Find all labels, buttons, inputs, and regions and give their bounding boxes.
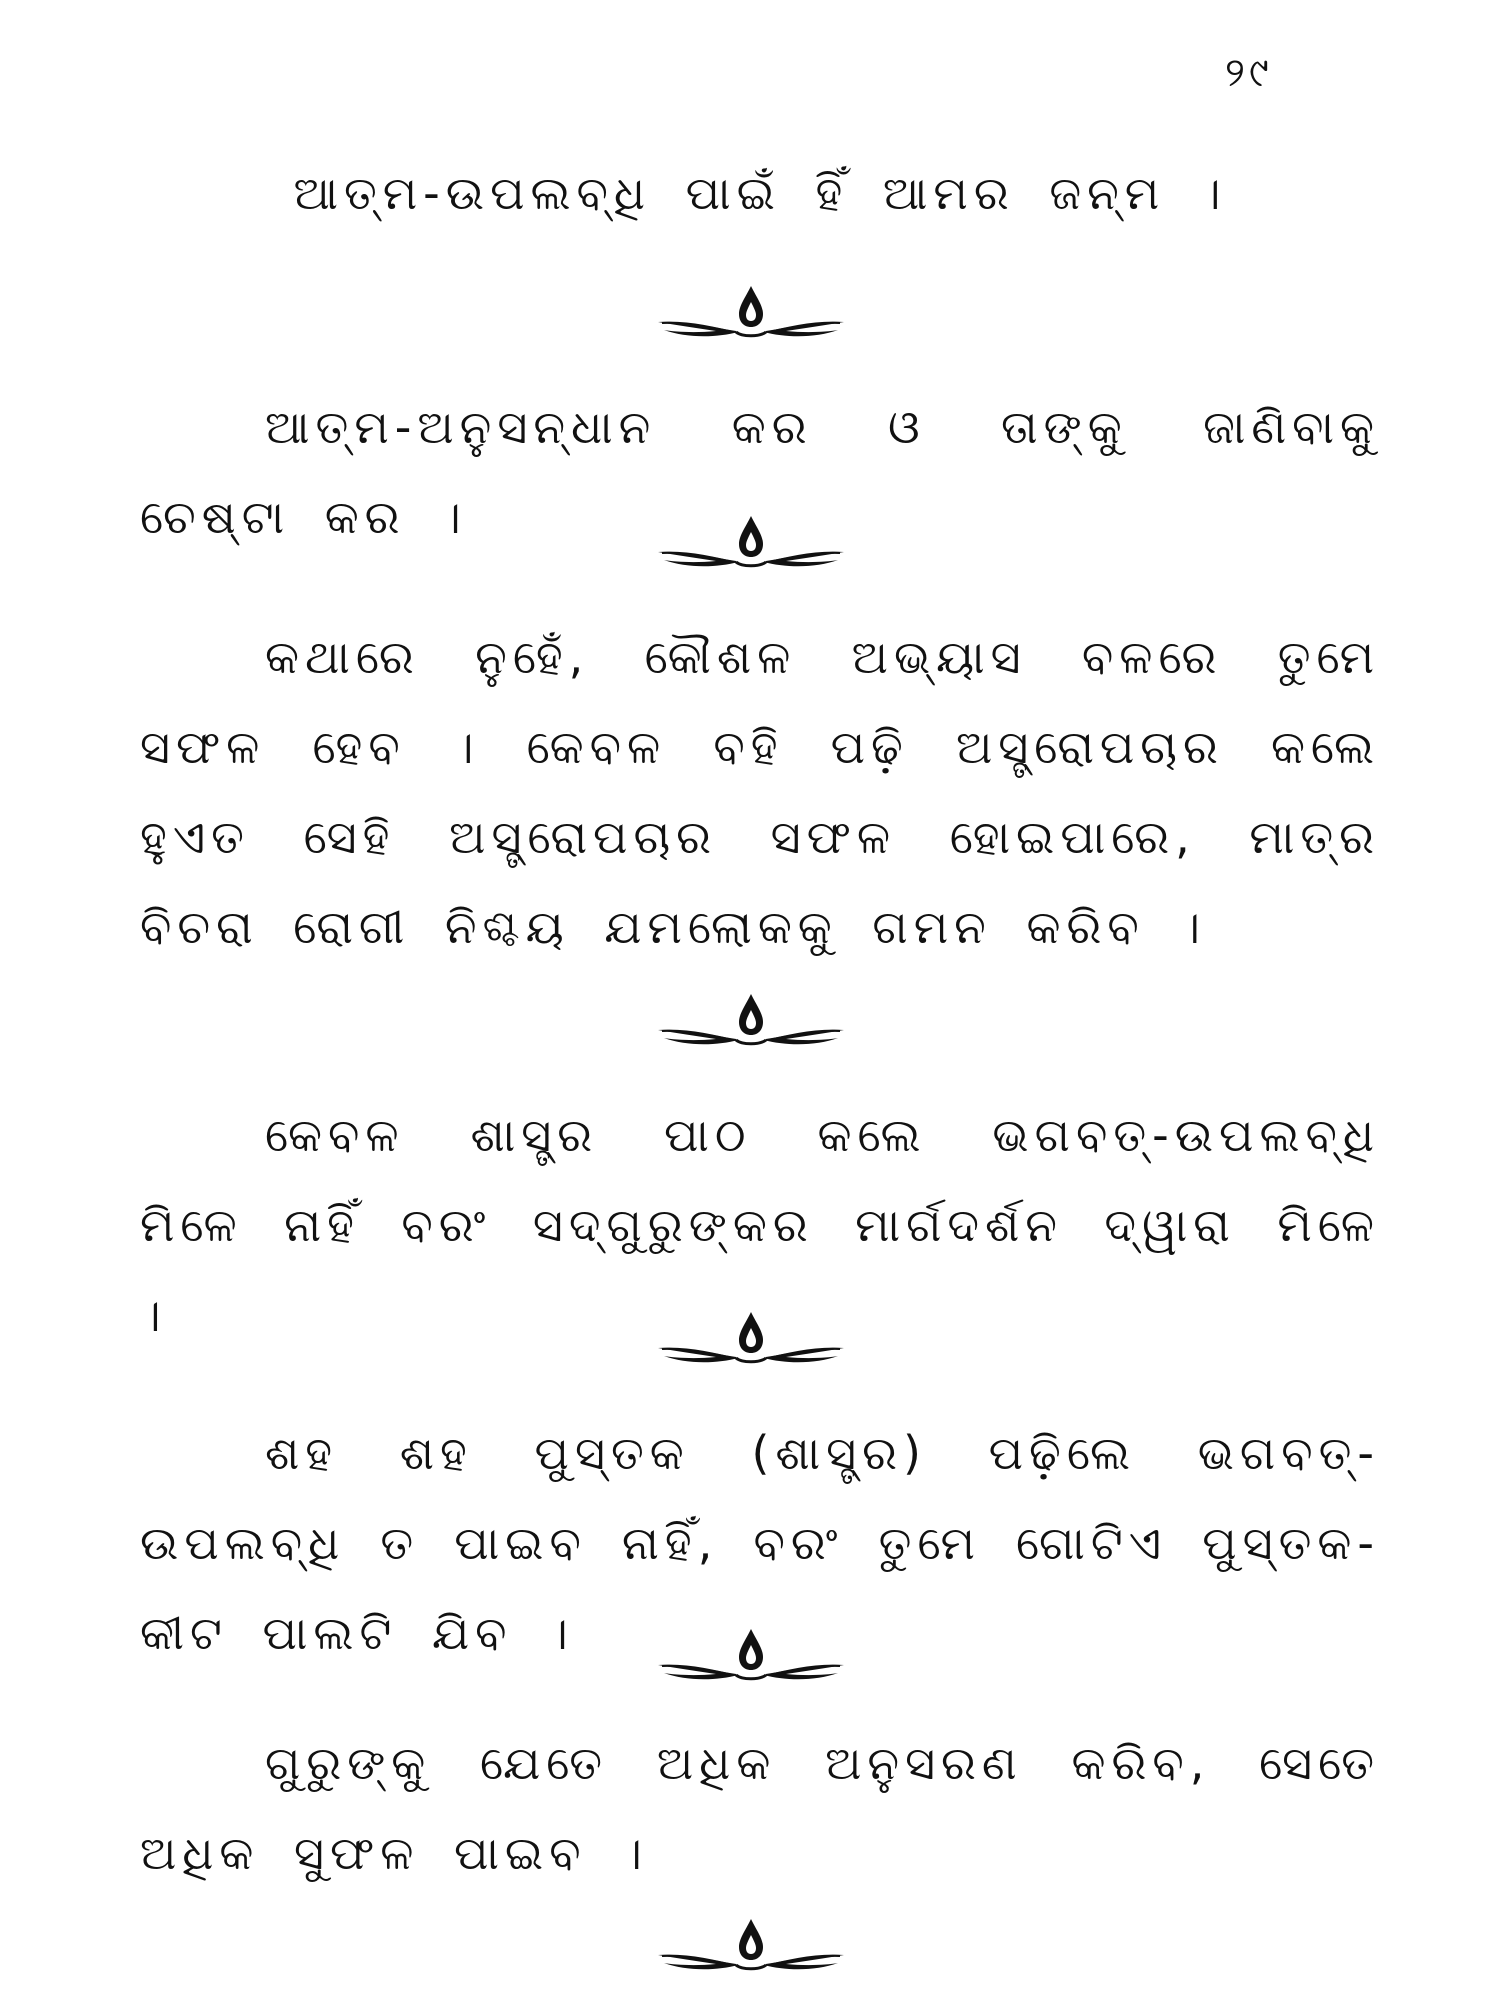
saying-5: ଶହ ଶହ ପୁସ୍ତକ (ଶାସ୍ତ୍ର) ପଢ଼ିଲେ ଭଗବତ୍-ଉପଲବ୍ଧି ତ ପାଇବ ନାହିଁ, ବରଂ ତୁମେ ଗୋଟିଏ ପୁସ୍ତକ-କୀଟ ପାଲଟି ଯିବ । xyxy=(140,1426,1380,1660)
saying-2: ଆତ୍ମ-ଅନୁସନ୍ଧାନ କର ଓ ତାଙ୍କୁ ଜାଣିବାକୁ ଚେଷ୍ଟା କର । xyxy=(140,400,1380,544)
saying-4: କେବଳ ଶାସ୍ତ୍ର ପାଠ କଲେ ଭଗବତ୍-ଉପଲବ୍ଧି ମିଳେ ନାହିଁ ବରଂ ସଦ୍‌ଗୁରୁଙ୍କର ମାର୍ଗଦର୍ଶନ ଦ୍ୱାରା ମିଳେ । xyxy=(140,1108,1380,1342)
saying-6: ଗୁରୁଙ୍କୁ ଯେତେ ଅଧିକ ଅନୁସରଣ କରିବ, ସେତେ ଅଧିକ ସୁଫଳ ପାଇବ । xyxy=(140,1736,1380,1880)
divider-ornament-icon xyxy=(656,1915,846,1979)
divider-ornament-icon xyxy=(656,1625,846,1689)
saying-1: ଆତ୍ମ-ଉପଲବ୍ଧି ପାଇଁ ହିଁ ଆମର ଜନ୍ମ । xyxy=(293,166,1227,220)
page-number: ୨୯ xyxy=(1225,50,1273,96)
divider-ornament-icon xyxy=(656,282,846,346)
saying-3: କଥାରେ ନୁହେଁ, କୌଶଳ ଅଭ୍ୟାସ ବଳରେ ତୁମେ ସଫଳ ହେବ । କେବଳ ବହି ପଢ଼ି ଅସ୍ତ୍ରୋପଚାର କଲେ ହୁଏତ ସେହି ଅସ୍ତ୍ରୋପଚାର ସଫଳ ହୋଇପାରେ, ମାତ୍ର ବିଚରା ରୋଗୀ ନିଶ୍ଚୟ ଯମଲୋକକୁ ଗମନ କରିବ । xyxy=(140,630,1380,954)
divider-ornament-icon xyxy=(656,990,846,1054)
divider-ornament-icon xyxy=(656,512,846,576)
divider-ornament-icon xyxy=(656,1308,846,1372)
